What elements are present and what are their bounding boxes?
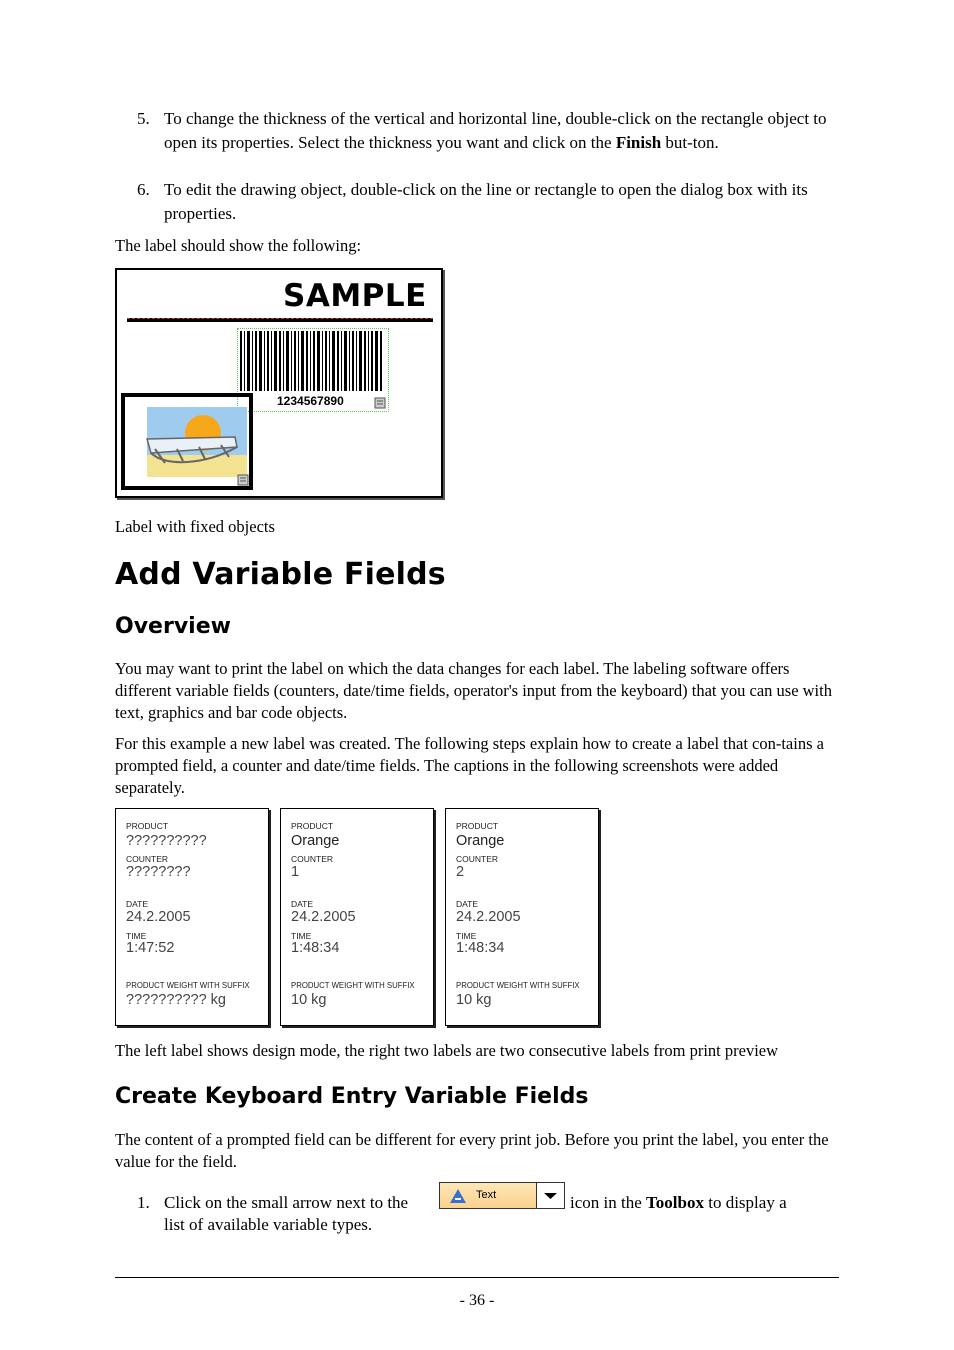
chevron-down-icon bbox=[537, 1183, 564, 1208]
field-caption: DATE bbox=[456, 899, 479, 909]
field-caption: COUNTER bbox=[291, 854, 334, 864]
resize-handle-icon bbox=[237, 474, 249, 486]
label-intro: The label should show the following: bbox=[115, 236, 362, 255]
list-text-part: To change the thickness of the vertical and horizontal line, double-click on the rectangle object to open its properties. Select the thickness you want and click on the bbox=[164, 109, 827, 152]
field-caption: TIME bbox=[456, 931, 477, 941]
barcode-bars bbox=[238, 329, 388, 393]
variable-label-design bbox=[115, 808, 269, 1026]
sample-label-figure bbox=[115, 268, 443, 498]
barcode-number: 1234567890 bbox=[277, 394, 344, 408]
field-value-product: Orange bbox=[456, 833, 505, 849]
field-caption: PRODUCT bbox=[456, 821, 499, 831]
field-value-weight: 10 kg bbox=[456, 992, 492, 1008]
step-1-text-line2: list of available variable types. bbox=[164, 1215, 373, 1234]
bold-term-toolbox: Toolbox bbox=[646, 1193, 704, 1212]
field-caption: TIME bbox=[126, 931, 147, 941]
field-value-counter: 2 bbox=[456, 864, 465, 880]
beach-clipart-icon bbox=[125, 397, 249, 486]
field-value-product: Orange bbox=[291, 833, 340, 849]
keyboard-paragraph: The content of a prompted field can be different for every print job. Before you print the label, you enter the value for the field. bbox=[115, 1130, 829, 1171]
field-value-weight: 10 kg bbox=[291, 992, 327, 1008]
list-text: To edit the drawing object, double-click on the line or rectangle to open the dialog box with its properties. bbox=[164, 180, 808, 223]
horizontal-line bbox=[127, 318, 433, 322]
field-caption: PRODUCT bbox=[291, 821, 334, 831]
step-1-text-before: Click on the small arrow next to the bbox=[164, 1193, 409, 1212]
field-value-counter: 1 bbox=[291, 864, 300, 880]
list-number: 5. bbox=[137, 109, 150, 128]
variable-label-preview-2 bbox=[445, 808, 599, 1026]
step-1-number: 1. bbox=[137, 1193, 150, 1212]
field-value-time: 1:48:34 bbox=[291, 940, 340, 956]
field-caption: PRODUCT WEIGHT WITH SUFFIX bbox=[456, 981, 580, 990]
field-caption: PRODUCT bbox=[126, 821, 169, 831]
text-tool-dropdown-arrow[interactable] bbox=[536, 1183, 564, 1208]
field-caption: PRODUCT WEIGHT WITH SUFFIX bbox=[291, 981, 415, 990]
overview-paragraph-2: For this example a new label was created. The following steps explain how to create a label that con-tains a prompted field, a counter and date/time fields. The captions in the following screenshots were added separately. bbox=[115, 734, 824, 797]
resize-handle-icon bbox=[374, 397, 386, 409]
field-caption: COUNTER bbox=[456, 854, 499, 864]
heading-add-variable-fields: Add Variable Fields bbox=[115, 557, 446, 592]
list-text bbox=[164, 107, 840, 155]
list-number: 6. bbox=[137, 180, 150, 199]
sample-title: SAMPLE bbox=[283, 278, 427, 314]
text-tool-label: Text bbox=[476, 1189, 497, 1201]
field-value-weight: ?????????? kg bbox=[126, 992, 226, 1008]
step-1-text-part: to display a bbox=[703, 1193, 787, 1212]
field-caption: DATE bbox=[291, 899, 314, 909]
field-caption: PRODUCT WEIGHT WITH SUFFIX bbox=[126, 981, 250, 990]
heading-keyboard-entry: Create Keyboard Entry Variable Fields bbox=[115, 1084, 589, 1109]
variable-label-preview-1 bbox=[280, 808, 434, 1026]
field-caption: DATE bbox=[126, 899, 149, 909]
text-tool-icon bbox=[448, 1188, 468, 1204]
heading-overview: Overview bbox=[115, 614, 231, 639]
rectangle-object bbox=[121, 393, 253, 490]
footer-rule bbox=[115, 1277, 839, 1278]
page-number: - 36 - bbox=[459, 1292, 495, 1309]
field-value-time: 1:47:52 bbox=[126, 940, 175, 956]
field-caption: TIME bbox=[291, 931, 312, 941]
overview-paragraph-1: You may want to print the label on which the data changes for each label. The labeling software offers different variable fields (counters, date/time fields, operator's input from the keyboard) that you can use with text, graphics and bar code objects. bbox=[115, 659, 832, 722]
variable-labels-caption: The left label shows design mode, the right two labels are two consecutive labels from print preview bbox=[115, 1041, 779, 1060]
field-value-time: 1:48:34 bbox=[456, 940, 505, 956]
field-value-counter: ???????? bbox=[126, 864, 191, 880]
field-value-date: 24.2.2005 bbox=[456, 909, 521, 925]
list-text-part: but-ton. bbox=[661, 133, 719, 152]
bold-term-finish: Finish bbox=[615, 133, 662, 152]
step-1-text-after bbox=[570, 1191, 787, 1215]
field-value-date: 24.2.2005 bbox=[126, 909, 191, 925]
step-1-text-part: icon in the bbox=[570, 1193, 647, 1212]
field-value-product: ?????????? bbox=[126, 833, 207, 849]
text-tool-button[interactable] bbox=[439, 1182, 565, 1209]
field-caption: COUNTER bbox=[126, 854, 169, 864]
label-caption: Label with fixed objects bbox=[115, 517, 275, 536]
field-value-date: 24.2.2005 bbox=[291, 909, 356, 925]
